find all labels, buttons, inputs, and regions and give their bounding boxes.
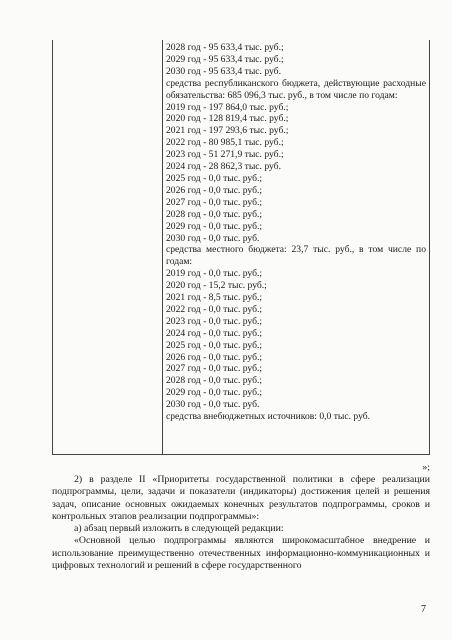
funding-line: 2030 год - 0,0 тыс. руб. (166, 399, 260, 411)
closing-quote-mark: »; (422, 462, 430, 473)
local-budget-lines (166, 268, 426, 411)
page-number: 7 (421, 604, 426, 615)
amendment-text (52, 474, 430, 572)
funding-line: 2026 год - 0,0 тыс. руб.; (166, 351, 263, 363)
funding-line: 2028 год - 0,0 тыс. руб.; (166, 208, 263, 220)
amendment-paragraph: а) абзац первый изложить в следующей редакции: (74, 523, 284, 535)
local-budget-intro: средства местного бюджета: 23,7 тыс. руб., в том числе по годам: (166, 244, 426, 268)
funding-line: 2022 год - 80 985,1 тыс. руб.; (166, 137, 284, 149)
funding-line: 2019 год - 197 864,0 тыс. руб.; (166, 101, 289, 113)
funding-line: 2027 год - 0,0 тыс. руб.; (166, 363, 263, 375)
funding-line: 2025 год - 0,0 тыс. руб.; (166, 339, 263, 351)
funding-line: 2030 год - 0,0 тыс. руб. (166, 232, 260, 244)
funding-lines-2028-2030 (166, 42, 426, 78)
funding-line: 2027 год - 0,0 тыс. руб.; (166, 196, 263, 208)
funding-line: 2021 год - 8,5 тыс. руб.; (166, 292, 263, 304)
funding-line: 2029 год - 95 633,4 тыс. руб.; (166, 53, 284, 65)
funding-line: 2030 год - 95 633,4 тыс. руб. (166, 65, 281, 77)
extra-budget-line: средства внебюджетных источников: 0,0 тыс. руб. (166, 411, 371, 423)
funding-line: 2029 год - 0,0 тыс. руб.; (166, 220, 263, 232)
funding-table (52, 40, 430, 455)
funding-line: 2026 год - 0,0 тыс. руб.; (166, 184, 263, 196)
funding-line: 2024 год - 0,0 тыс. руб.; (166, 327, 263, 339)
funding-line: 2029 год - 0,0 тыс. руб.; (166, 387, 263, 399)
funding-line: 2020 год - 15,2 тыс. руб.; (166, 280, 267, 292)
republic-budget-lines (166, 102, 426, 245)
funding-line: 2019 год - 0,0 тыс. руб.; (166, 268, 263, 280)
funding-table-cell (166, 42, 426, 423)
funding-line: 2028 год - 95 633,4 тыс. руб.; (166, 42, 284, 53)
funding-line: 2023 год - 51 271,9 тыс. руб.; (166, 149, 284, 161)
table-column-divider (162, 40, 163, 454)
funding-line: 2024 год - 28 862,3 тыс. руб. (166, 161, 281, 173)
funding-line: 2021 год - 197 293,6 тыс. руб.; (166, 125, 289, 137)
republic-budget-intro: средства республиканского бюджета, действующие расходные обязательства: 685 096,3 тыс. руб., в том числе по годам: (166, 77, 426, 101)
funding-line: 2020 год - 128 819,4 тыс. руб.; (166, 113, 289, 125)
amendment-paragraph: «Основной целью подпрограммы являются широкомасштабное внедрение и использование преимущественно отечественных информационно-коммуникационных и цифровых технологий и решений в сфере государственного (52, 535, 430, 572)
funding-line: 2028 год - 0,0 тыс. руб.; (166, 375, 263, 387)
funding-line: 2023 год - 0,0 тыс. руб.; (166, 315, 263, 327)
funding-line: 2022 год - 0,0 тыс. руб.; (166, 303, 263, 315)
amendment-paragraph: 2) в разделе II «Приоритеты государственной политики в сфере реализации подпрограммы, цели, задачи и показатели (индикаторы) достижения целей и решения задач, описание основных ожидаемых конечных результатов подпрограммы, сроков и контрольных этапов реализации подпрограммы»: (52, 474, 430, 522)
funding-line: 2025 год - 0,0 тыс. руб.; (166, 172, 263, 184)
